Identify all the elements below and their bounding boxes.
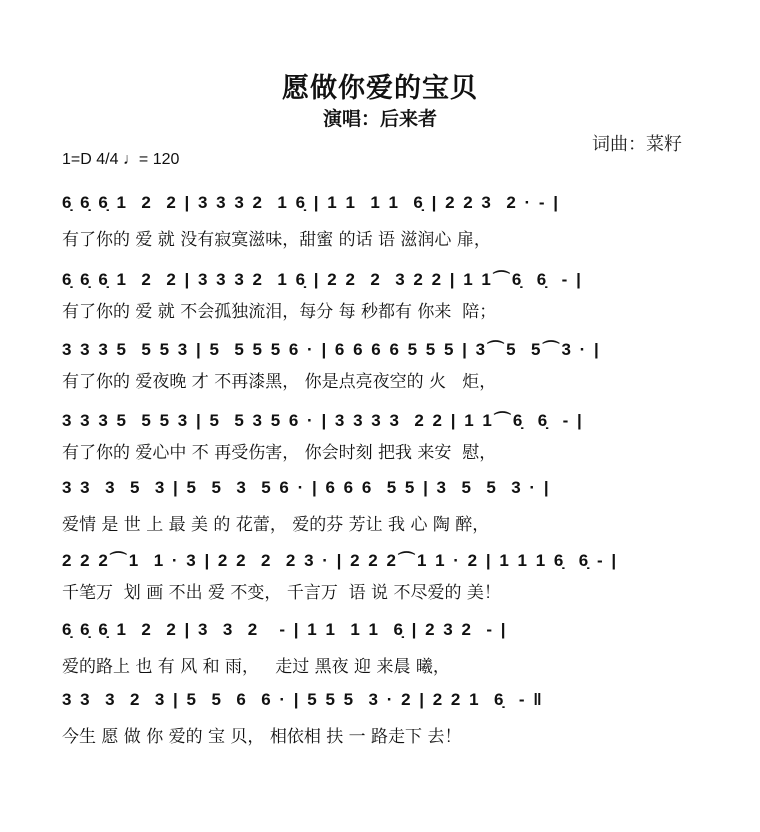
notation-row: 6̣ 6̣ 6̣ 1 2 2 | 3 3 3 2 1 6̣ | 2 2 2 3 2 2 | 1 1⌒6̣ 6̣ - | bbox=[62, 270, 583, 289]
lyrics-row: 千笔万 划 画 不出 爱 不变， 千言万 语 说 不尽爱的 美！ bbox=[62, 583, 501, 603]
score-line bbox=[0, 690, 760, 760]
lyrics-row: 有了你的 爱 就 没有寂寞滋味，甜蜜 的话 语 滋润心 扉， bbox=[62, 230, 491, 250]
score-line bbox=[0, 265, 760, 335]
song-title: 愿做你爱的宝贝 bbox=[282, 73, 478, 104]
notation-row: 3 3 3 2 3 | 5 5 6 6 · | 5 5 5 3 · 2 | 2 2 1 6̣ - ‖ bbox=[62, 690, 544, 709]
score-line bbox=[0, 335, 760, 405]
lyrics-row: 今生 愿 做 你 爱的 宝 贝， 相依相 扶 一 路走下 去！ bbox=[62, 727, 462, 747]
notation-row: 3 3 3 5 3 | 5 5 3 5 6 · | 6 6 6 5 5 | 3 5 5 3 · | bbox=[62, 478, 551, 497]
lyricist-composer-credit: 词曲：菜籽 bbox=[592, 134, 682, 155]
notation-row: 6̣ 6̣ 6̣ 1 2 2 | 3 3 3 2 1 6̣ | 1 1 1 1 6̣ | 2 2 3 2 · - | bbox=[62, 193, 561, 212]
score-line bbox=[0, 406, 760, 476]
notation-row: 3 3 3 5 5 5 3 | 5 5 5 5 6 · | 6 6 6 6 5 5 5 | 3⌒5 5⌒3 · | bbox=[62, 340, 601, 359]
score-line bbox=[0, 478, 760, 548]
score-line bbox=[0, 620, 760, 690]
score-line bbox=[0, 546, 760, 616]
lyrics-row: 爱的路上 也 有 风 和 雨， 走过 黑夜 迎 来晨 曦， bbox=[62, 657, 450, 677]
notation-row: 6̣ 6̣ 6̣ 1 2 2 | 3 3 2 - | 1 1 1 1 6̣ | 2 3 2 - | bbox=[62, 620, 508, 639]
notation-row: 3 3 3 5 5 5 3 | 5 5 3 5 6 · | 3 3 3 3 2 2 | 1 1⌒6̣ 6̣ - | bbox=[62, 411, 584, 430]
key-meter-tempo: 1=D 4/4 ♩= 120 bbox=[62, 151, 180, 168]
score-line bbox=[0, 193, 760, 263]
singer-credit: 演唱：后来者 bbox=[322, 108, 437, 130]
lyrics-row: 有了你的 爱 就 不会孤独流泪，每分 每 秒都有 你来 陪； bbox=[62, 302, 497, 322]
lyrics-row: 有了你的 爱夜晚 才 不再漆黑， 你是点亮夜空的 火 炬， bbox=[62, 372, 497, 392]
lyrics-row: 有了你的 爱心中 不 再受伤害， 你会时刻 把我 来安 慰， bbox=[62, 443, 497, 463]
lyrics-row: 爱情 是 世 上 最 美 的 花蕾， 爱的芬 芳让 我 心 陶 醉， bbox=[62, 515, 490, 535]
notation-row: 2 2 2⌒1 1 · 3 | 2 2 2 2 3 · | 2 2 2⌒1 1 · 2 | 1 1 1 6̣ 6̣ - | bbox=[62, 551, 619, 570]
